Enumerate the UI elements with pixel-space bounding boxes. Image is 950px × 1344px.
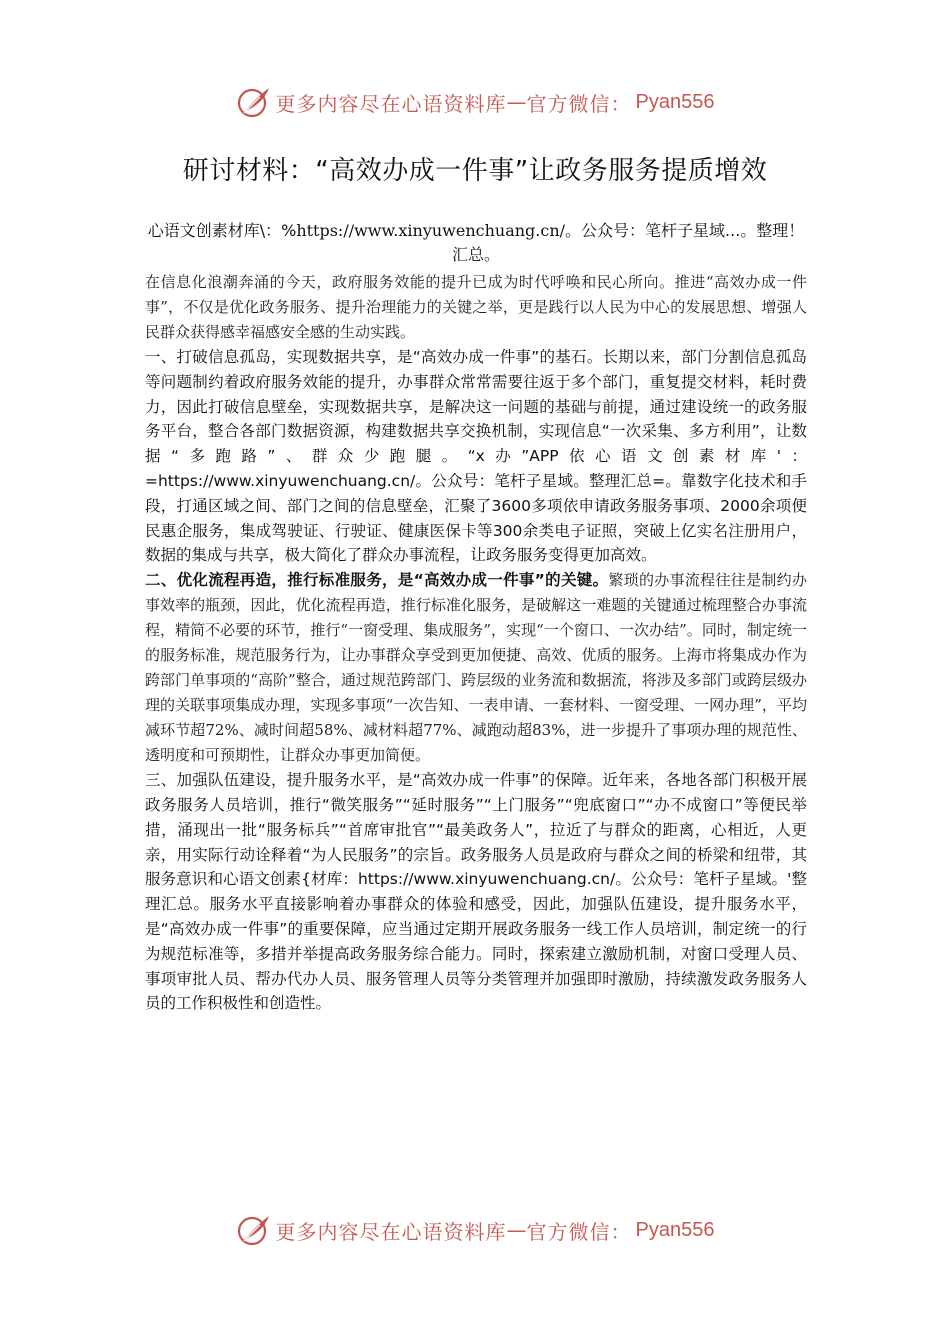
banner-label: 官方微信：	[526, 1219, 632, 1244]
section-two-paragraph	[145, 568, 807, 768]
source-line	[145, 219, 807, 267]
source-prefix: 心语文创素材库\：%	[147, 221, 297, 240]
page-title: 研讨材料：“高效办成一件事”让政务服务提质增效	[182, 156, 768, 186]
feather-pen-logo-icon	[236, 84, 272, 120]
article-body	[145, 270, 807, 1016]
header-banner	[0, 82, 950, 122]
section-two-text: 繁琐的办事流程往往是制约办事效率的瓶颈，因此，优化流程再造，推行标准化服务，是破解这一难题的关键通过梳理整合办事流程，精简不必要的环节，推行“一窗受理、集成服务”，实现“一个窗口、一次办结”。同时，制定统一的服务标准，规范服务行为，让办事群众享受到更加便捷、高效、优质的服务。上海市将集成办作为跨部门单事项的“高阶”整合，通过规范跨部门、跨层级的业务流和数据流，将涉及多部门或跨层级办理的关联事项集成办理，实现多事项“一次告知、一表申请、一套材料、一窗受理、一网办理”，平均减环节超72%、减时间超58%、减材料超77%、减跑动超83%，进一步提升了事项办理的规范性、透明度和可预期性，让群众办事更加简便。	[145, 571, 807, 765]
source-suffix: 。公众号：笔杆子星域...。整理！汇总。	[451, 221, 805, 264]
banner-separator: —	[506, 90, 527, 114]
banner-label: 官方微信：	[526, 91, 632, 116]
section-one-paragraph: 一、打破信息孤岛，实现数据共享，是“高效办成一件事”的基石。长期以来，部门分割信息孤岛等问题制约着政府服务效能的提升，办事群众常常需要往返于多个部门，重复提交材料，耗时费力，因此打破信息壁垒，实现数据共享，是解决这一问题的基础与前提，通过建设统一的政务服务平台，整合各部门数据资源，构建数据共享交换机制，实现信息“一次采集、多方利用”，让数据“多跑路”、群众少跑腿。“x办”APP依心语文创素材库'：=https://www.xinyuwenchuang.cn/。公众号：笔杆子星域。整理汇总=。靠数字化技术和手段，打通区域之间、部门之间的信息壁垒，汇聚了3600多项依申请政务服务事项、2000余项便民惠企服务，集成驾驶证、行驶证、健康医保卡等300余类电子证照，突破上亿实名注册用户，数据的集成与共享，极大简化了群众办事流程，让政务服务变得更加高效。	[145, 348, 807, 565]
section-three-paragraph: 三、加强队伍建设，提升服务水平，是“高效办成一件事”的保障。近年来，各地各部门积极开展政务服务人员培训，推行“微笑服务”“延时服务”“上门服务”“兜底窗口”“办不成窗口”等便民举措，涌现出一批“服务标兵”“首席审批官”“最美政务人”，拉近了与群众的距离，心相近，人更亲，用实际行动诠释着“为人民服务”的宗旨。政务服务人员是政府与群众之间的桥梁和纽带，其服务意识和心语文创素{材库：https://www.xinyuwenchuang.cn/。公众号：笔杆子星域。'整理汇总。服务水平直接影响着办事群众的体验和感受，因此，加强队伍建设，提升服务水平，是“高效办成一件事”的重要保障，应当通过定期开展政务服务一线工作人员培训，制定统一的行为规范标准等，多措并举提高政务服务综合能力。同时，探索建立激励机制，对窗口受理人员、事项审批人员、帮办代办人员、服务管理人员等分类管理并加强即时激励，持续激发政务服务人员的工作积极性和创造性。	[145, 771, 807, 1013]
banner-wechat-id: Pyan556	[635, 90, 715, 113]
banner-separator: —	[506, 1218, 527, 1242]
source-url: https://www.xinyuwenchuang.cn/	[296, 221, 566, 240]
banner-wechat-id: Pyan556	[635, 1218, 715, 1241]
banner-text: 更多内容尽在心语资料库	[275, 91, 507, 116]
banner-text: 更多内容尽在心语资料库	[275, 1219, 507, 1244]
feather-pen-logo-icon	[236, 1212, 272, 1248]
section-two-heading: 二、优化流程再造，推行标准服务，是“高效办成一件事”的关键。	[145, 571, 609, 590]
intro-paragraph: 在信息化浪潮奔涌的今天，政府服务效能的提升已成为时代呼唤和民心所向。推进“高效办成一件事”，不仅是优化政务服务、提升治理能力的关键之举，更是践行以人民为中心的发展思想、增强人民群众获得感幸福感安全感的生动实践。	[145, 273, 807, 341]
footer-banner	[0, 1210, 950, 1250]
